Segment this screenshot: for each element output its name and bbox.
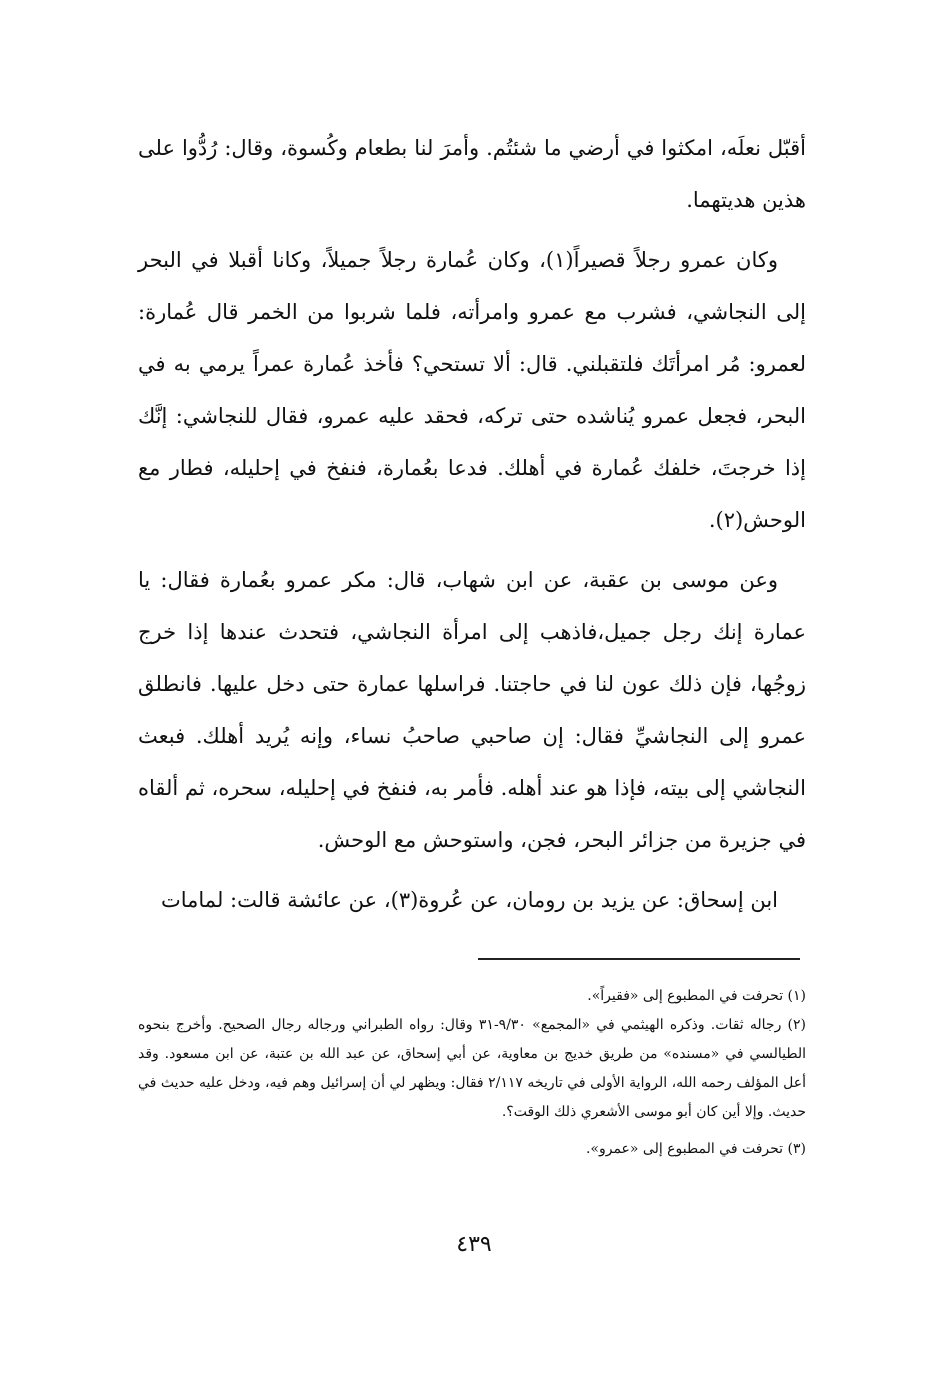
footnote-3: (٣) تحرفت في المطبوع إلى «عمرو». xyxy=(585,1141,806,1157)
main-text xyxy=(138,122,806,934)
footnote-2: (٢) رجاله ثقات. وذكره الهيثمي في «المجمع» ٩/٣٠-٣١ وقال: رواه الطبراني ورجاله رجال الصحيح. وأخرج بنحوه الطيالسي في «مسنده» من طريق خديج بن معاوية، عن أبي إسحاق، عن عبد الله بن عتبة، عن ابن مسعود. وقد أعل المؤلف رحمه الله، الرواية الأولى في تاريخه ٢/١١٧ فقال: ويظهر لي أن إسرائيل وهم فيه، ودخل عليه حديث في حديث. وإلا أين كان أبو موسى الأشعري ذلك الوقت؟. xyxy=(138,1017,806,1120)
paragraph-1: أقبّل نعلَه، امكثوا في أرضي ما شئتُم. وأمرَ لنا بطعام وكُسوة، وقال: رُدُّوا على هذين هديتهما. xyxy=(138,136,806,212)
page-number: ٤٣٩ xyxy=(456,1232,492,1257)
footnote-1: (١) تحرفت في المطبوع إلى «فقيراً». xyxy=(587,988,806,1004)
footnote-separator xyxy=(478,958,800,960)
paragraph-2: وكان عمرو رجلاً قصيراً(١)، وكان عُمارة رجلاً جميلاً، وكانا أقبلا في البحر إلى النجاشي، فشرب مع عمرو وامرأته، فلما شربوا من الخمر قال عُمارة: لعمرو: مُر امرأتَك فلتقبلني. قال: ألا تستحي؟ فأخذ عُمارة عمراً يرمي به في البحر، فجعل عمرو يُناشده حتى تركه، فحقد عليه عمرو، فقال للنجاشي: إنَّك إذا خرجتَ، خلفك عُمارة في أهلك. فدعا بعُمارة، فنفخ في إحليله، فطار مع الوحش(٢). xyxy=(138,248,806,532)
footnotes xyxy=(138,982,806,1164)
paragraph-4: ابن إسحاق: عن يزيد بن رومان، عن عُروة(٣)، عن عائشة قالت: لمامات xyxy=(160,888,778,912)
paragraph-3: وعن موسى بن عقبة، عن ابن شهاب، قال: مكر عمرو بعُمارة فقال: يا عمارة إنك رجل جميل،فاذهب إلى امرأة النجاشي، فتحدث عندها إذا خرج زوجُها، فإن ذلك عون لنا في حاجتنا. فراسلها عمارة حتى دخل عليها. فانطلق عمرو إلى النجاشيِّ فقال: إن صاحبي صاحبُ نساء، وإنه يُريد أهلك. فبعث النجاشي إلى بيته، فإذا هو عند أهله. فأمر به، فنفخ في إحليله، سحره، ثم ألقاه في جزيرة من جزائر البحر، فجن، واستوحش مع الوحش. xyxy=(138,568,806,852)
